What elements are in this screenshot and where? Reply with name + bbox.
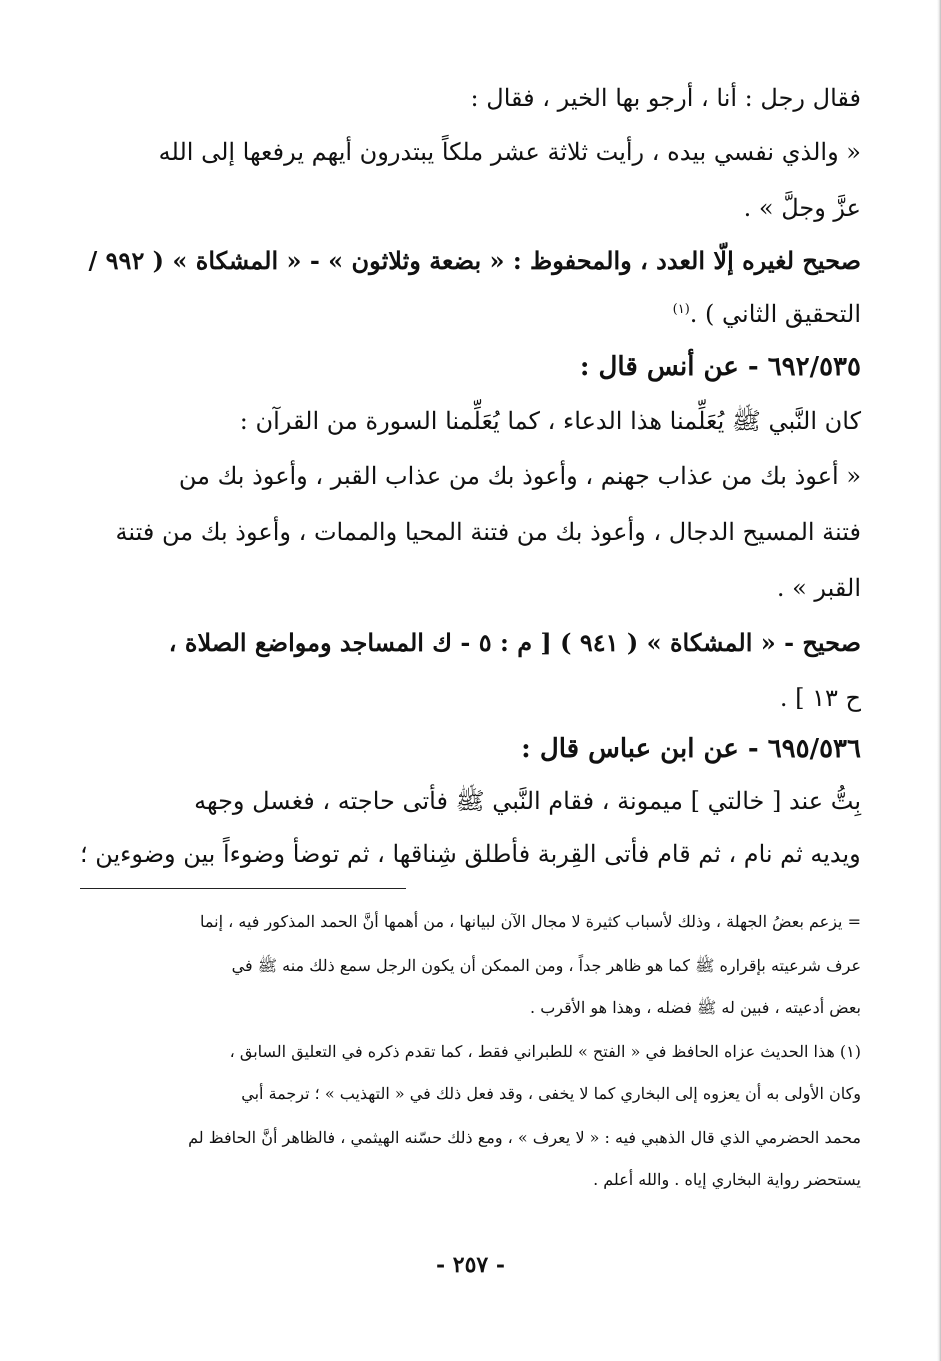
page-number: - ٢٥٧ - [435,1252,506,1278]
footnote-line-2: عرف شرعيته بإقراره ﷺ كما هو ظاهر جداً ، ومن الممكن أن يكون الرجل سمع ذلك منه ﷺ في [231,956,861,975]
footnote-line-7: يستحضر رواية البخاري إياه . والله أعلم . [593,1170,861,1189]
grading-line-1: صحيح لغيره إلّا العدد ، والمحفوظ : « بضعة وثلاثون » - « المشكاة » ( ٩٩٢ / [88,246,861,275]
text-line-15: ويديه ثم نام ، ثم قام فأتى القِربة فأطلق شِناقها ، ثم توضأ وضوءاً بين وضوءين ؛ [80,840,861,868]
grading-line-4: ح ١٣ ] . [779,684,861,712]
footnote-line-4: (١) هذا الحديث عزاه الحافظ في « الفتح » للطبراني فقط ، كما تقدم ذكره في التعليق السابق ، [229,1042,861,1061]
grading-line-2-text: التحقيق الثاني ) . [689,300,861,328]
text-line-8: « أعوذ بك من عذاب جهنم ، وأعوذ بك من عذاب القبر ، وأعوذ بك من [178,462,861,490]
scan-edge-shadow [937,0,941,1361]
grading-line-2 [673,300,861,328]
hadith-heading-535 [580,352,861,382]
text-line-9: فتنة المسيح الدجال ، وأعوذ بك من فتنة المحيا والممات ، وأعوذ بك من فتنة [115,518,861,546]
hadith-heading-536-text: ٦٩٥/٥٣٦ - عن ابن عباس قال : [521,734,861,764]
grading-line-3: صحيح - « المشكاة » ( ٩٤١ ) [ م : ٥ - ك المساجد ومواضع الصلاة ، [168,628,861,657]
hadith-heading-536 [521,734,861,764]
hadith-heading-535-text: ٦٩٢/٥٣٥ - عن أنس قال : [579,352,861,382]
footnote-separator [80,888,406,889]
text-line-3: عزَّ وجلَّ » . [743,194,861,222]
footnote-line-6: محمد الحضرمي الذي قال الذهبي فيه : « لا يعرف » ، ومع ذلك حسّنه الهيثمي ، فالظاهر أنَّ الحافظ لم [188,1128,861,1147]
footnote-marker: (١) [672,302,690,317]
text-line-14: بِتُّ عند [ خالتي ] ميمونة ، فقام النَّبي ﷺ فأتى حاجته ، فغسل وجهه [194,787,861,815]
footnote-line-3: بعض أدعيته ، فبين له ﷺ فضله ، وهذا هو الأقرب . [530,998,861,1017]
text-line-10: القبر » . [776,574,861,602]
text-line-7: كان النَّبي ﷺ يُعَلِّمنا هذا الدعاء ، كما يُعَلِّمنا السورة من القرآن : [239,407,861,435]
text-line-1: فقال رجل : أنا ، أرجو بها الخير ، فقال : [470,84,861,112]
footnote-line-5: وكان الأولى به أن يعزوه إلى البخاري كما لا يخفى ، وقد فعل ذلك في « التهذيب » ؛ ترجمة أبي [241,1084,861,1103]
footnote-line-1: = يزعم بعضُ الجهلة ، وذلك لأسباب كثيرة لا مجال الآن لبيانها ، من أهمها أنَّ الحمد المذكور فيه ، إنما [200,912,861,931]
text-line-2: « والذي نفسي بيده ، رأيت ثلاثة عشر ملكاً يبتدرون أيهم يرفعها إلى الله [158,138,861,166]
